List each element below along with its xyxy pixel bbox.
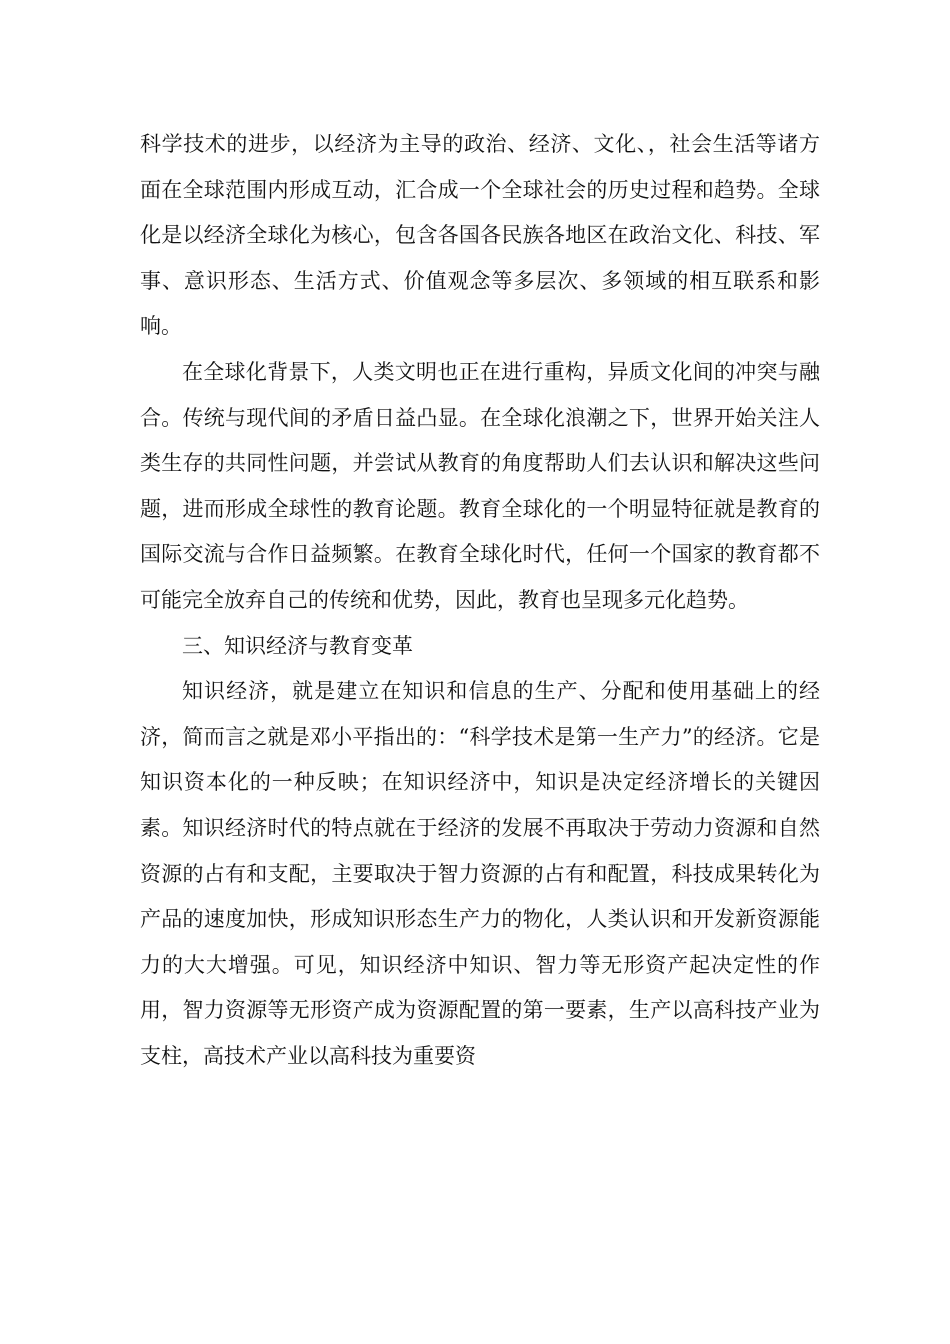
paragraph-3: 知识经济，就是建立在知识和信息的生产、分配和使用基础上的经济，简而言之就是邓小平指出的：“科学技术是第一生产力”的经济。它是知识资本化的一种反映；在知识经济中，知识是决定经济增长的关键因素。知识经济时代的特点就在于经济的发展不再取决于劳动力资源和自然资源的占有和支配，主要取决于智力资源的占有和配置，科技成果转化为产品的速度加快，形成知识形态生产力的物化，人类认识和开发新资源能力的大大增强。可见，知识经济中知识、智力等无形资产起决定性的作用，智力资源等无形资产成为资源配置的第一要素，生产以高科技产业为支柱，高技术产业以高科技为重要资 (140, 679, 820, 1068)
paragraph-1: 科学技术的进步，以经济为主导的政治、经济、文化、，社会生活等诸方面在全球范围内形成互动，汇合成一个全球社会的历史过程和趋势。全球化是以经济全球化为核心，包含各国各民族各地区在政治文化、科技、军事、意识形态、生活方式、价值观念等多层次、多领域的相互联系和影响。 (140, 132, 820, 339)
section-heading: 三、知识经济与教育变革 (182, 633, 413, 658)
document-body (140, 122, 820, 1079)
paragraph-2: 在全球化背景下，人类文明也正在进行重构，异质文化间的冲突与融合。传统与现代间的矛盾日益凸显。在全球化浪潮之下，世界开始关注人类生存的共同性问题，并尝试从教育的角度帮助人们去认识和解决这些问题，进而形成全球性的教育论题。教育全球化的一个明显特征就是教育的国际交流与合作日益频繁。在教育全球化时代，任何一个国家的教育都不可能完全放弃自己的传统和优势，因此，教育也呈现多元化趋势。 (140, 359, 820, 612)
